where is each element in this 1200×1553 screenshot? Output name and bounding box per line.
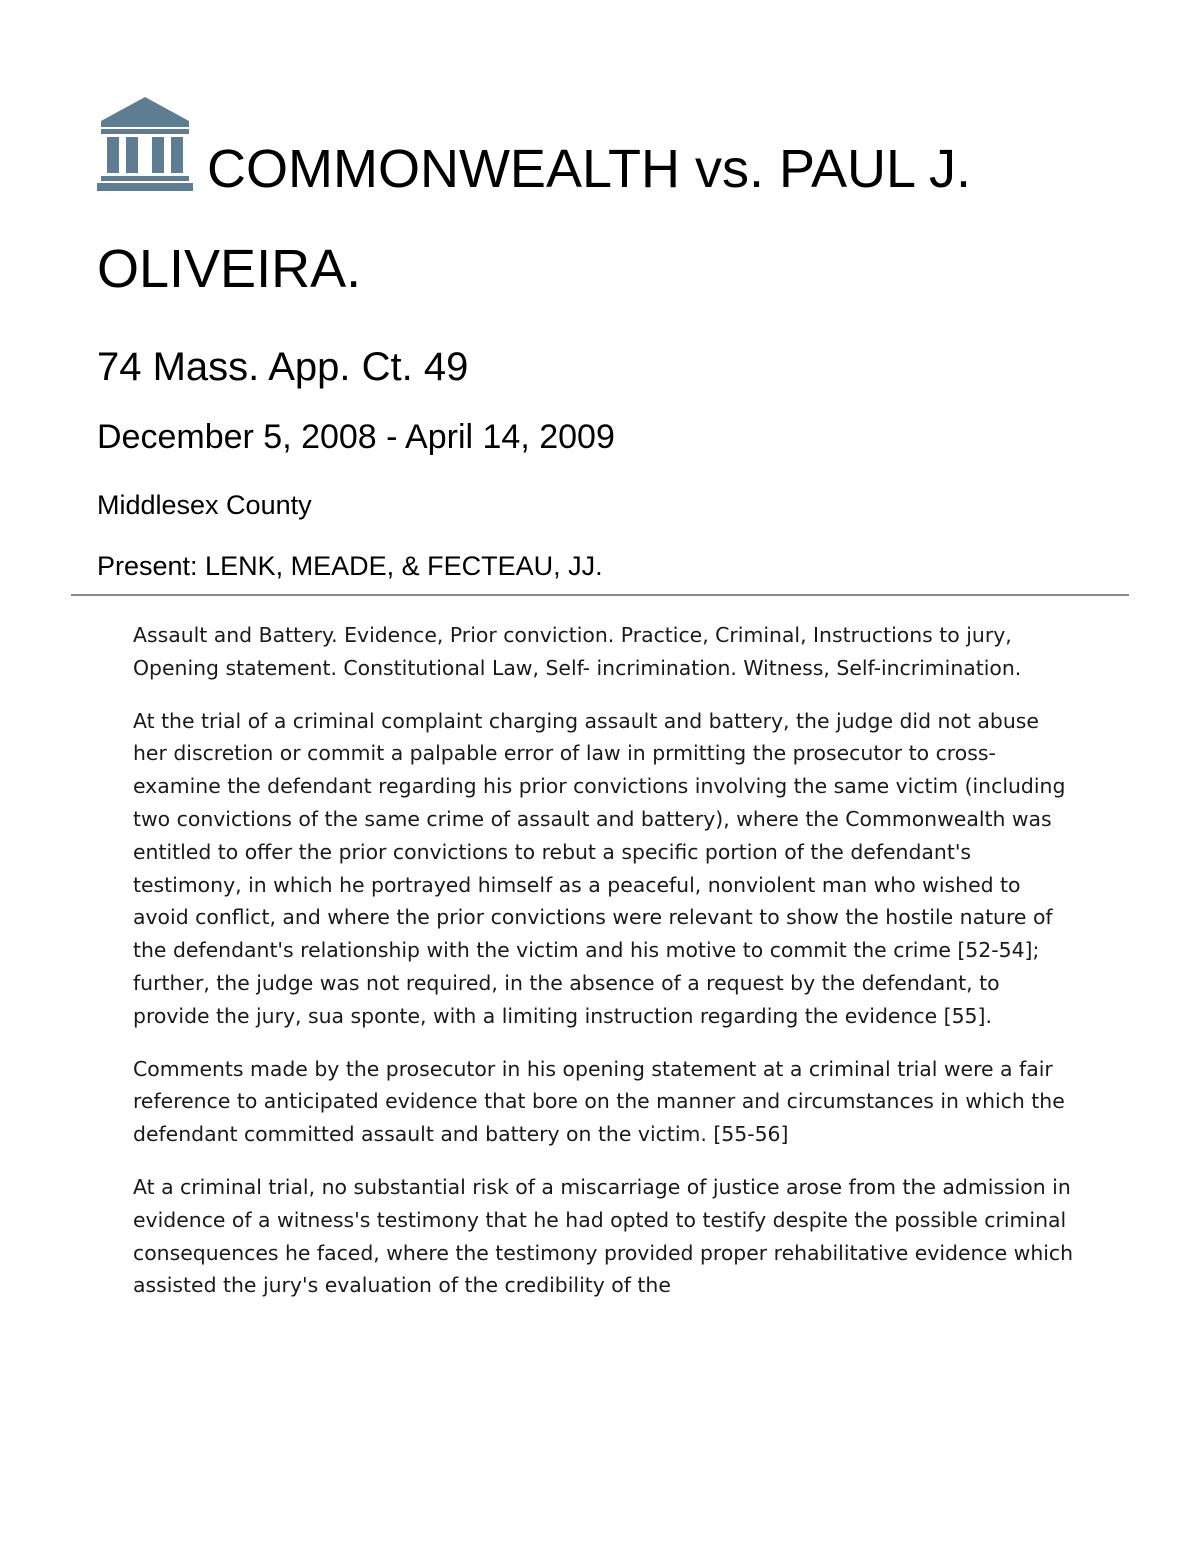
case-title-heading — [97, 95, 1137, 319]
headnote-paragraph: At the trial of a criminal complaint charging assault and battery, the judge did not abuse her discretion or commit a palpable error of law in prmitting the prosecutor to cross-examine the defendant regarding his prior convictions involving the same victim (including two convictions of the same crime of assault and battery), where the Commonwealth was entitled to offer the prior convictions to rebut a specific portion of the defendant's testimony, in which he portrayed himself as a peaceful, nonviolent man who wished to avoid conflict, and where the prior convictions were relevant to show the hostile nature of the defendant's relationship with the victim and his motive to commit the crime [52-54]; further, the judge was not required, in the absence of a request by the defendant, to provide the jury, sua sponte, with a limiting instruction regarding the evidence [55]. — [133, 708, 1066, 1028]
courthouse-icon — [97, 95, 193, 191]
headnote-paragraph: At a criminal trial, no substantial risk of a miscarriage of justice arose from the admission in evidence of a witness's testimony that he had opted to testify despite the possible criminal consequences he faced, where the testimony provided proper rehabilitative evidence which assisted the jury's evaluation of the credibility of the — [133, 1174, 1074, 1298]
case-county: Middlesex County — [97, 490, 312, 520]
case-dates: December 5, 2008 - April 14, 2009 — [97, 418, 615, 456]
case-title: COMMONWEALTH vs. PAUL J. OLIVEIRA. — [97, 139, 972, 299]
headnotes — [133, 619, 1078, 1322]
case-header — [97, 95, 1137, 584]
headnote-paragraph: Comments made by the prosecutor in his opening statement at a criminal trial were a fair reference to anticipated evidence that bore on the manner and circumstances in which the defendant committed assault and battery on the victim. [55-56] — [133, 1056, 1065, 1147]
headnote-keywords: Assault and Battery. Evidence, Prior conviction. Practice, Criminal, Instructions to jury, Opening statement. Constitutional Law, Self- incrimination. Witness, Self-incrimination. — [133, 623, 1022, 680]
case-citation: 74 Mass. App. Ct. 49 — [97, 345, 469, 389]
header-divider — [71, 594, 1129, 596]
case-panel-justices: Present: LENK, MEADE, & FECTEAU, JJ. — [97, 551, 603, 581]
